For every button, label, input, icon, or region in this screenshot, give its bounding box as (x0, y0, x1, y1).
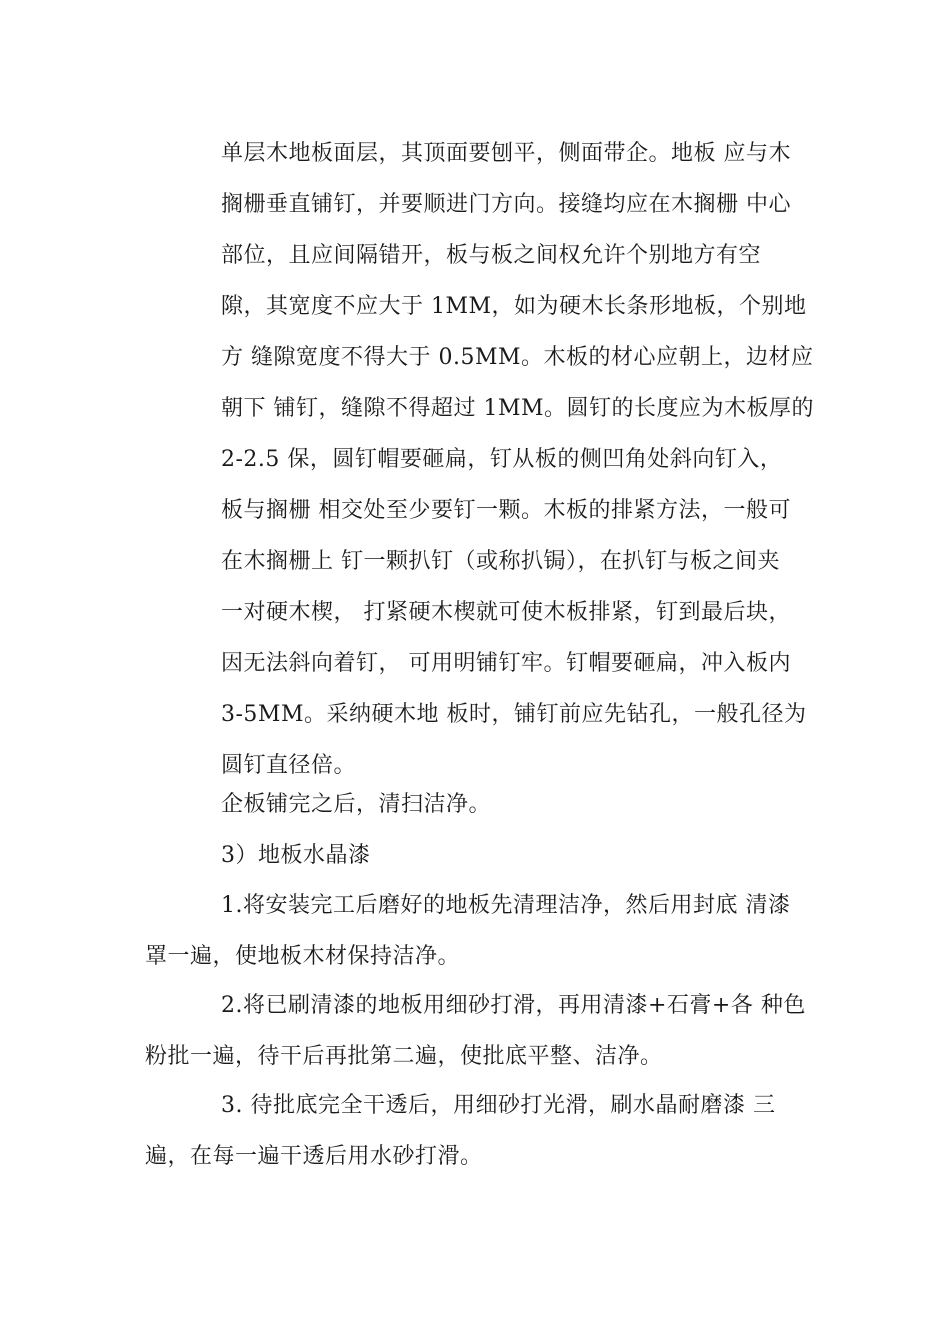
text-line: 隙，其宽度不应大于 1MM，如为硬木长条形地板，个别地 (221, 294, 807, 319)
text-line: 搁栅垂直铺钉，并要顺进门方向。接缝均应在木搁栅 中心 (221, 192, 791, 217)
text-line: 罩一遍，使地板木材保持洁净。 (145, 944, 461, 969)
text-line: 圆钉直径倍。 (221, 753, 357, 778)
text-line: 遍，在每一遍干透后用水砂打滑。 (145, 1144, 483, 1169)
text-line: 粉批一遍，待干后再批第二遍，使批底平整、洁净。 (145, 1044, 663, 1069)
text-line: 部位，且应间隔错开，板与板之间权允许个别地方有空 (221, 243, 762, 268)
text-line: 3. 待批底完全干透后，用细砂打光滑，刷水晶耐磨漆 三 (221, 1093, 776, 1118)
text-line: 因无法斜向着钉， 可用明铺钉牢。钉帽要砸扁，冲入板内 (221, 651, 791, 676)
heading-text: 3）地板水晶漆 (221, 843, 371, 868)
text-line: 在木搁栅上 钉一颗扒钉（或称扒锔），在扒钉与板之间夹 (221, 549, 780, 574)
text-line: 1.将安装完工后磨好的地板先清理洁净，然后用封底 清漆 (221, 893, 791, 918)
text-line: 朝下 铺钉，缝隙不得超过 1MM。圆钉的长度应为木板厚的 (221, 396, 815, 421)
text-line: 单层木地板面层，其顶面要刨平，侧面带企。地板 应与木 (221, 141, 791, 166)
paragraph-cleanup (145, 779, 825, 830)
text-line: 2-2.5 保，圆钉帽要砸扁，钉从板的侧凹角处斜向钉入， (221, 447, 783, 472)
text-line: 企板铺完之后，清扫洁净。 (221, 792, 492, 817)
text-line: 板与搁栅 相交处至少要钉一颗。木板的排紧方法，一般可 (221, 498, 791, 523)
section-heading (145, 830, 825, 881)
text-line: 3-5MM。采纳硬木地 板时，铺钉前应先钻孔，一般孔径为 (221, 702, 807, 727)
text-line: 一对硬木楔， 打紧硬木楔就可使木板排紧，钉到最后块， (221, 600, 791, 625)
paragraph-floor-installation (145, 128, 825, 791)
text-line: 2.将已刷清漆的地板用细砂打滑，再用清漆+石膏+各 种色 (221, 993, 806, 1018)
step-1-paragraph (145, 880, 825, 982)
step-2-paragraph (145, 980, 825, 1082)
step-3-paragraph (145, 1080, 825, 1182)
text-line: 方 缝隙宽度不得大于 0.5MM。木板的材心应朝上，边材应 (221, 345, 814, 370)
